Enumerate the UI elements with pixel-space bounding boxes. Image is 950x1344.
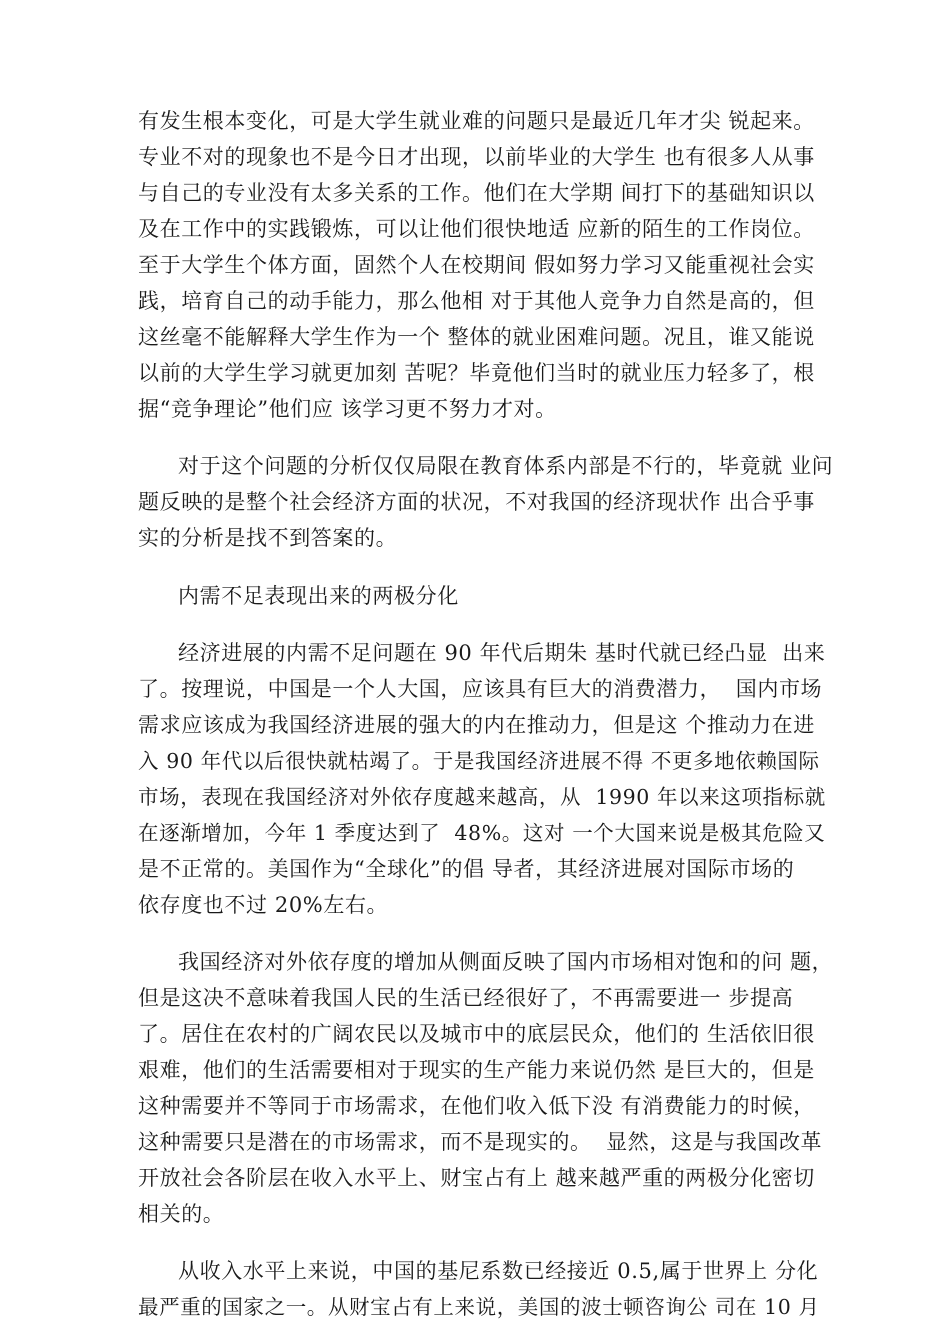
text-line: 我国经济对外依存度的增加从侧面反映了国内市场相对饱和的问 题，	[178, 950, 834, 974]
text-line: 与自己的专业没有太多关系的工作。他们在大学期 间打下的基础知识以	[138, 181, 815, 205]
text-line: 开放社会各阶层在收入水平上、财宝占有上 越来越严重的两极分化密切	[138, 1166, 815, 1190]
text-line: 艰难，他们的生活需要相对于现实的生产能力来说仍然 是巨大的，但是	[138, 1058, 815, 1082]
text-line: 依存度也不过 20%左右。	[138, 893, 389, 917]
text-line: 是不正常的。美国作为“全球化”的倡 导者，其经济进展对国际市场的	[138, 857, 795, 881]
text-line: 了。居住在农村的广阔农民以及城市中的底层民众，他们的 生活依旧很	[138, 1022, 815, 1046]
text-line: 题反映的是整个社会经济方面的状况，不对我国的经济现状作 出合乎事	[138, 490, 815, 514]
text-line: 这种需要只是潜在的市场需求，而不是现实的。 显然，这是与我国改革	[138, 1130, 823, 1154]
heading-line: 内需不足表现出来的两极分化	[178, 584, 459, 608]
text-line: 专业不对的现象也不是今日才出现，以前毕业的大学生 也有很多人从事	[138, 145, 815, 169]
text-line: 践，培育自己的动手能力，那么他相 对于其他人竞争力自然是高的，但	[138, 289, 815, 313]
text-line: 据“竞争理论”他们应 该学习更不努力才对。	[138, 397, 557, 421]
text-line: 对于这个问题的分析仅仅局限在教育体系内部是不行的，毕竟就 业问	[178, 454, 834, 478]
text-line: 需求应该成为我国经济进展的强大的内在推动力，但是这 个推动力在进	[138, 713, 815, 737]
text-line: 从收入水平上来说，中国的基尼系数已经接近 0.5,属于世界上 分化	[178, 1259, 819, 1283]
text-line: 最严重的国家之一。从财宝占有上来说，美国的波士顿咨询公 司在 10 月	[138, 1295, 820, 1319]
text-line: 经济进展的内需不足问题在 90 年代后期朱 基时代就已经凸显 出来	[178, 641, 826, 665]
text-line: 及在工作中的实践锻炼，可以让他们很快地适 应新的陌生的工作岗位。	[138, 217, 815, 241]
text-line: 在逐渐增加，今年 1 季度达到了 48%。这对 一个大国来说是极其危险又	[138, 821, 826, 845]
text-line: 这种需要并不等同于市场需求，在他们收入低下没 有消费能力的时候，	[138, 1094, 815, 1118]
text-line: 有发生根本变化，可是大学生就业难的问题只是最近几年才尖 锐起来。	[138, 109, 815, 133]
text-line: 相关的。	[138, 1202, 225, 1226]
text-line: 入 90 年代以后很快就枯竭了。于是我国经济进展不得 不更多地依赖国际	[138, 749, 820, 773]
text-line: 了。按理说，中国是一个人大国，应该具有巨大的消费潜力， 国内市场	[138, 677, 823, 701]
text-line: 实的分析是找不到答案的。	[138, 526, 398, 550]
text-line: 这丝毫不能解释大学生作为一个 整体的就业困难问题。况且，谁又能说	[138, 325, 815, 349]
text-line: 但是这决不意味着我国人民的生活已经很好了，不再需要进一 步提高	[138, 986, 794, 1010]
text-line: 至于大学生个体方面，固然个人在校期间 假如努力学习又能重视社会实	[138, 253, 815, 277]
text-line: 以前的大学生学习就更加刻 苦呢？毕竟他们当时的就业压力轻多了，根	[138, 361, 815, 385]
text-line: 市场，表现在我国经济对外依存度越来越高，从 1990 年以来这项指标就	[138, 785, 826, 809]
